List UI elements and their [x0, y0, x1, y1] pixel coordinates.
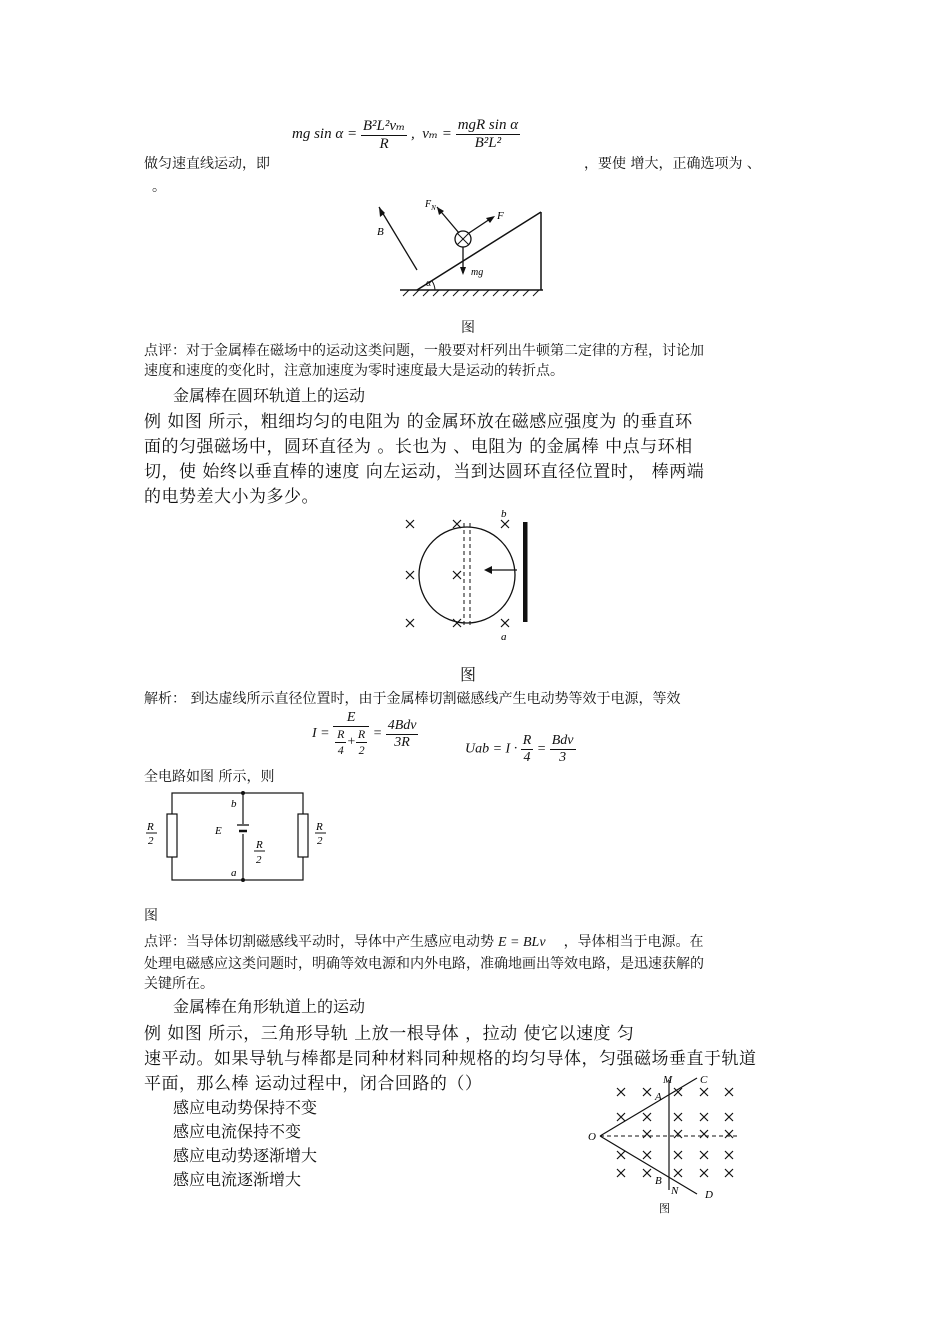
node-b [241, 791, 245, 795]
field-crosses [406, 520, 509, 627]
formula2-num: mgR sin α [457, 117, 519, 133]
rail-oc [600, 1078, 697, 1136]
label-right-2: 2 [317, 835, 323, 847]
comment-2-line2: 处理电磁感应这类问题时，明确等效电源和内外电路，准确地画出等效电路，是迅速获解的 [144, 956, 704, 972]
label-mg: mg [471, 267, 484, 278]
label-f: F [497, 210, 504, 222]
label-internal-2: 2 [256, 854, 262, 866]
equation-current: I = E $\frac{R}{4}$ + $\frac{R}{2}$ = $\frac{\text{4Bdv}}{3R}$ [312, 710, 417, 757]
problem3-line3: 平面，那么棒 运动过程中，闭合回路的（） [144, 1074, 483, 1094]
problem2-line3: 切，使 始终以垂直棒的速度 向左运动，当到达圆环直径位置时， 棒两端 [144, 462, 705, 482]
figure-caption-1: 图 [461, 320, 475, 336]
section1-intro: 做匀速直线运动，即 [144, 156, 270, 172]
label-ring-b: b [501, 508, 507, 520]
eq-i-mid: = [372, 726, 383, 742]
option-a[interactable]: 感应电动势保持不变 [173, 1098, 318, 1117]
resistor-left [167, 814, 177, 857]
label-b3: B [655, 1175, 662, 1187]
metal-ring [419, 527, 515, 623]
alpha-arc [432, 281, 435, 290]
eq-u-den: 4 [523, 750, 531, 765]
circuit-outer-loop [172, 793, 303, 880]
label-d: D [705, 1189, 713, 1201]
incline-figure [365, 195, 555, 305]
label-node-b: b [231, 798, 237, 810]
eq-i-lhs: I = [312, 726, 330, 742]
field-arrow-b [379, 207, 417, 270]
label-fn: $F_N$ [425, 199, 436, 212]
problem2-line2: 面的匀强磁场中，圆环直径为 。长也为 、电阻为 的金属棒 中点与环相 [144, 437, 693, 457]
label-a: A [655, 1091, 662, 1103]
comment-2-prefix: 点评：当导体切割磁感线平动时，导体中产生感应电动势 [144, 934, 494, 950]
formula-equilibrium: mg sin α = $\frac{\text{B²L²vₘ}}{R}$ , vₘ = $\frac{\text{mgR sin α}}{\text{B²L²}}$ [292, 117, 519, 152]
comment-1-line1: 点评：对于金属棒在磁场中的运动这类问题，一般要对杆列出牛顿第二定律的方程，讨论加 [144, 343, 704, 359]
problem2-line1: 例 如图 所示，粗细均匀的电阻为 的金属环放在磁感应强度为 的垂直环 [144, 412, 693, 432]
option-c[interactable]: 感应电动势逐渐增大 [173, 1146, 318, 1165]
label-internal-r: R [256, 839, 263, 851]
label-emf: E [215, 825, 222, 837]
comment-2-line1 [144, 931, 704, 951]
eq-u-den2: 3 [559, 750, 567, 765]
eq-u-mid: = [536, 741, 547, 757]
circuit-figure [140, 785, 340, 890]
label-left-2: 2 [148, 835, 154, 847]
eq-i-den3: 3R [394, 734, 410, 750]
eq-i-den1b: 4 [337, 743, 344, 757]
incline-slope [417, 212, 541, 290]
label-n: N [671, 1185, 679, 1197]
section3-heading: 金属棒在角形轨道上的运动 [173, 997, 366, 1016]
label-left-r: R [147, 821, 154, 833]
figure-caption-3: 图 [659, 1203, 670, 1215]
eq-i-den2b: 2 [358, 743, 365, 757]
option-b[interactable]: 感应电流保持不变 [173, 1122, 302, 1141]
triangle-figure [585, 1070, 755, 1215]
problem3-line2: 速平动。如果导轨与棒都是同种材料同种规格的均匀导体，匀强磁场垂直于轨道 [144, 1049, 757, 1069]
analysis-line: 解析： 到达虚线所示直径位置时，由于金属棒切割磁感线产生电动势等效于电源，等效 [144, 691, 681, 707]
label-b: B [377, 226, 384, 238]
circuit-caption: 图 [144, 908, 158, 924]
comment-2-line3: 关键所在。 [144, 976, 214, 992]
circuit-intro: 全电路如图 所示，则 [144, 769, 275, 785]
comment-2-suffix: ，导体相当于电源。在 [563, 934, 704, 950]
label-node-a: a [231, 867, 237, 879]
triangle-field-crosses [617, 1088, 733, 1177]
formula2-den: B²L² [474, 135, 502, 151]
label-alpha: α [426, 278, 432, 289]
ring-figure [400, 505, 540, 645]
hatch-marks [403, 290, 539, 296]
formula1-num: B²L²vₘ [362, 118, 406, 134]
eq-u-num: R [522, 733, 532, 748]
eq-i-den2: R [357, 727, 366, 741]
label-ring-a: a [501, 631, 507, 643]
formula1-den: R [379, 136, 389, 152]
figure-caption-2: 图 [460, 665, 477, 684]
problem3-line1: 例 如图 所示，三角形导轨 上放一根导体 ，拉动 使它以速度 匀 [144, 1024, 635, 1044]
comment-1-line2: 速度和速度的变化时，注意加速度为零时速度最大是运动的转折点。 [144, 363, 564, 379]
rail-od [600, 1136, 697, 1194]
formula2-lhs: vₘ = [422, 125, 452, 142]
label-right-r: R [316, 821, 323, 833]
node-a [241, 878, 245, 882]
section1-trail: ，要使 增大，正确选项为 、 [584, 156, 761, 172]
comment-2-emf: E = BLv [498, 935, 546, 950]
label-m: M [663, 1074, 673, 1086]
eq-i-den1: R [337, 727, 345, 741]
formula1-lhs: mg sin α = [292, 125, 358, 142]
option-d[interactable]: 感应电流逐渐增大 [173, 1170, 302, 1189]
label-c: C [700, 1074, 708, 1086]
resistor-right [298, 814, 308, 857]
eq-i-num2: 4Bdv [387, 717, 417, 733]
equation-voltage [465, 733, 576, 766]
section2-heading: 金属棒在圆环轨道上的运动 [173, 386, 366, 405]
metal-rod [523, 522, 528, 622]
problem2-line4: 的电势差大小为多少。 [144, 487, 319, 507]
eq-u-num2: Bdv [551, 733, 574, 748]
label-o: O [588, 1131, 596, 1143]
eq-u-lhs: Uab = I · [465, 741, 518, 757]
eq-i-num: E [333, 710, 369, 727]
section1-line2: 。 [152, 179, 166, 195]
